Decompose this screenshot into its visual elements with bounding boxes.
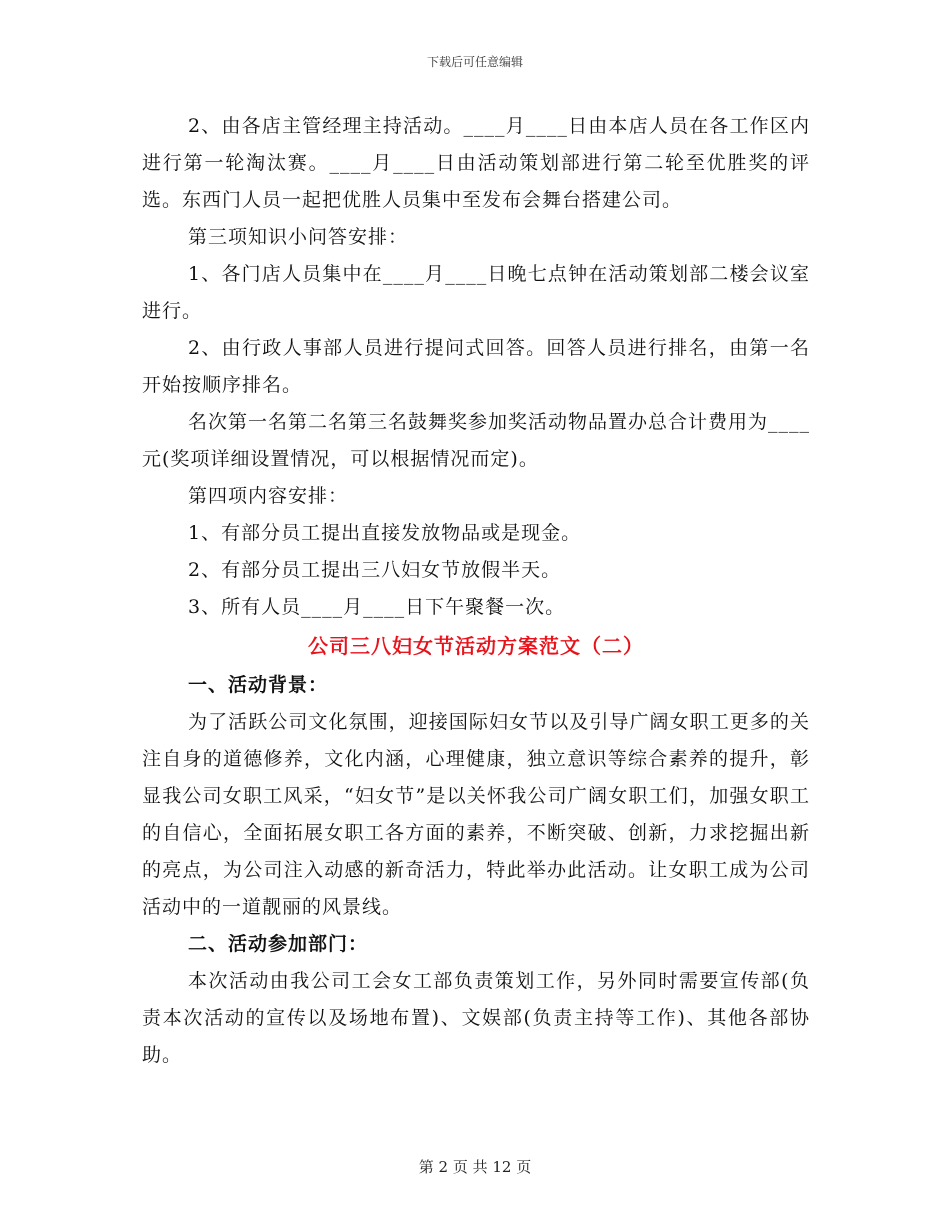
subheading-departments: 二、活动参加部门：: [188, 933, 369, 955]
subheading-background: 一、活动背景：: [188, 674, 329, 696]
paragraph: 2、有部分员工提出三八妇女节放假半天。: [188, 559, 562, 581]
paragraph: 2、由各店主管经理主持活动。____月____日由本店人员在各工作区内进行第一轮淘汰赛。____月____日由活动策划部进行第二轮至优胜奖的评选。东西门人员一起把优胜人员集中至发布会舞台搭建公司。: [142, 115, 810, 211]
paragraph: 3、所有人员____月____日下午聚餐一次。: [188, 596, 566, 618]
paragraph: 第四项内容安排：: [188, 485, 349, 507]
paragraph: 第三项知识小问答安排：: [188, 226, 409, 248]
paragraph: 名次第一名第二名第三名鼓舞奖参加奖活动物品置办总合计费用为____元(奖项详细设置情况，可以根据情况而定)。: [142, 411, 811, 470]
paragraph: 本次活动由我公司工会女工部负责策划工作，另外同时需要宣传部(负责本次活动的宣传以及场地布置)、文娱部(负责主持等工作)、其他各部协助。: [142, 970, 810, 1066]
paragraph: 1、有部分员工提出直接发放物品或是现金。: [188, 522, 582, 544]
section-title: 公司三八妇女节活动方案范文（二）: [308, 634, 644, 658]
paragraph: 1、各门店人员集中在____月____日晚七点钟在活动策划部二楼会议室进行。: [142, 263, 810, 322]
paragraph: 为了活跃公司文化氛围，迎接国际妇女节以及引导广阔女职工更多的关注自身的道德修养，文化内涵，心理健康，独立意识等综合素养的提升，彰显我公司女职工风采，“妇女节”是以关怀我公司广阔女职工们，加强女职工的自信心，全面拓展女职工各方面的素养，不断突破、创新，力求挖掘出新的亮点，为公司注入动感的新奇活力，特此举办此活动。让女职工成为公司活动中的一道靓丽的风景线。: [142, 711, 810, 918]
paragraph: 2、由行政人事部人员进行提问式回答。回答人员进行排名，由第一名开始按顺序排名。: [142, 337, 810, 396]
page-number: 第 2 页 共 12 页: [418, 1158, 532, 1176]
page-header-note: 下载后可任意编辑: [426, 55, 523, 69]
document-body: [142, 108, 810, 1074]
